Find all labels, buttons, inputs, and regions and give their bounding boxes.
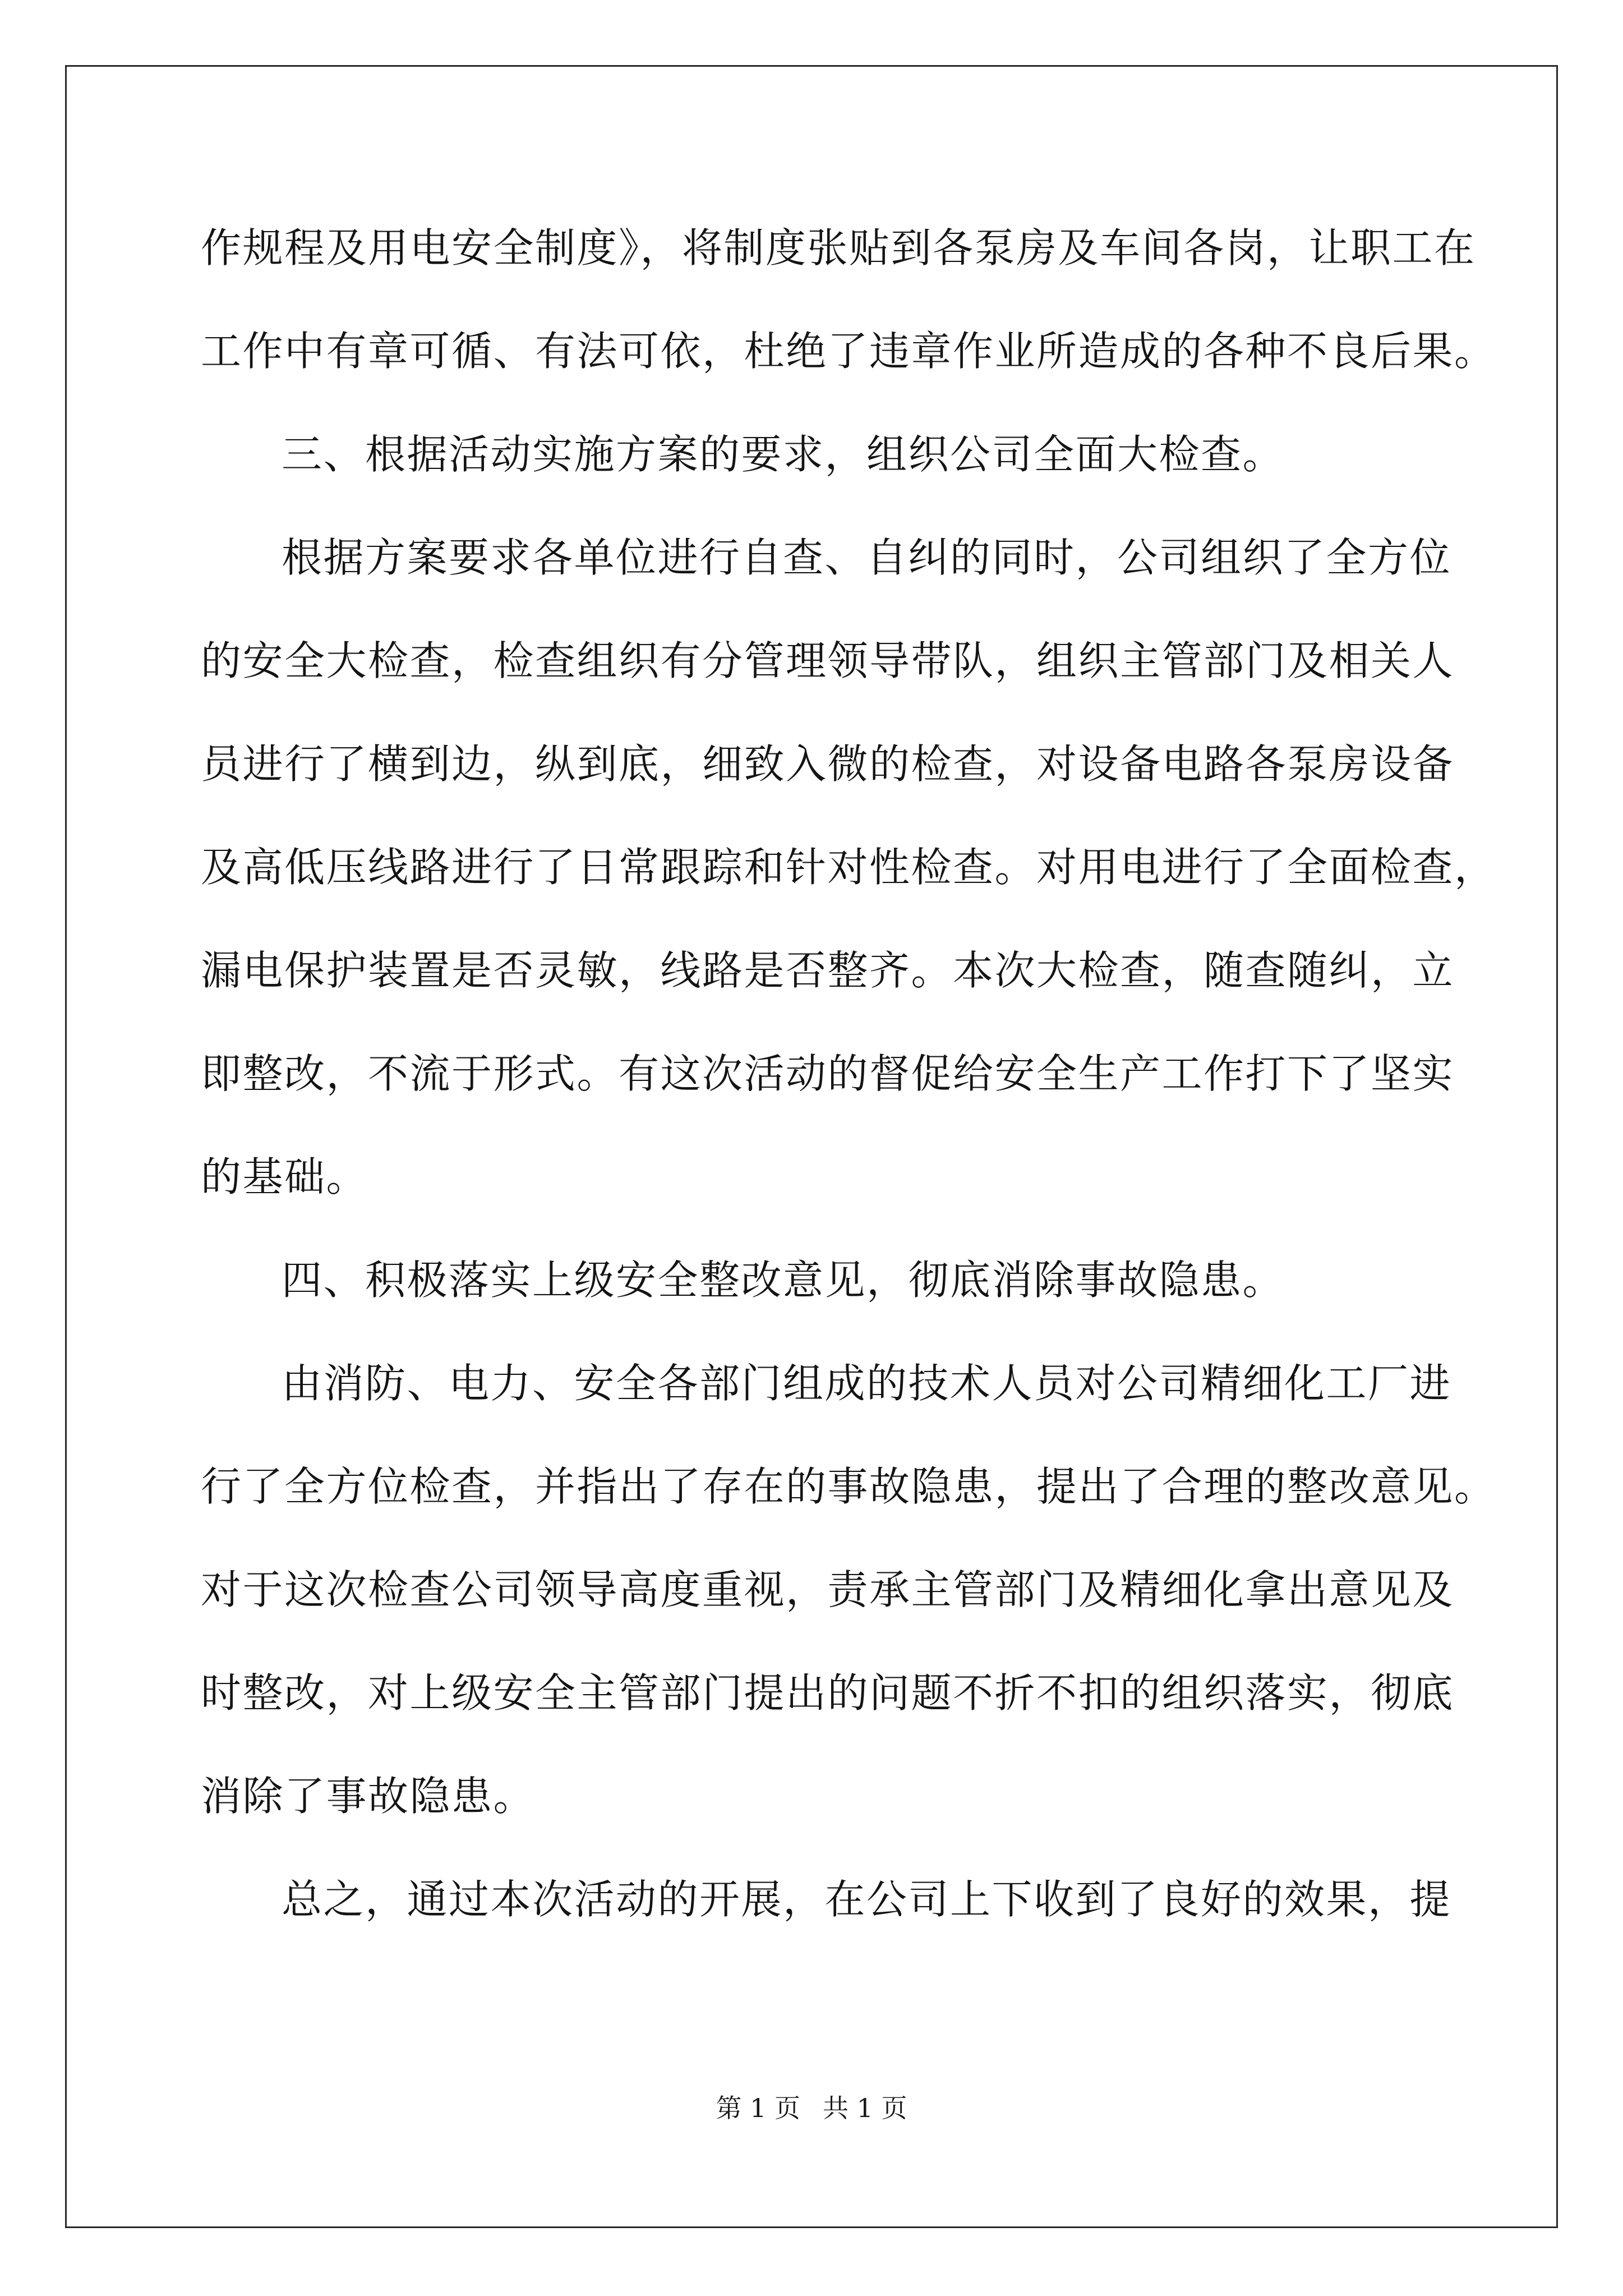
page-number: 第 1 页 [716,2093,800,2123]
page-count: 共 1 页 [823,2093,907,2123]
text-line: 对于这次检查公司领导高度重视，责承主管部门及精细化拿出意见及 [201,1566,1455,1613]
text-line: 即整改，不流于形式。有这次活动的督促给安全生产工作打下了坚实 [201,1050,1455,1097]
section-heading: 四、积极落实上级安全整改意见，彻底消除事故隐患。 [282,1257,1285,1304]
section-heading: 三、根据活动实施方案的要求，组织公司全面大检查。 [282,431,1285,478]
text-line: 时整改，对上级安全主管部门提出的问题不折不扣的组织落实，彻底 [201,1669,1455,1717]
text-line: 由消防、电力、安全各部门组成的技术人员对公司精细化工厂进 [282,1360,1452,1407]
text-line: 消除了事故隐患。 [201,1773,536,1820]
document-body [201,196,1496,1951]
page-footer [0,2091,1623,2125]
text-line: 工作中有章可循、有法可依，杜绝了违章作业所造成的各种不良后果。 [201,328,1496,375]
text-line: 漏电保护装置是否灵敏，线路是否整齐。本次大检查，随查随纠，立 [201,947,1455,994]
text-line: 根据方案要求各单位进行自查、自纠的同时，公司组织了全方位 [282,534,1452,581]
text-line: 行了全方位检查，并指出了存在的事故隐患，提出了合理的整改意见。 [201,1463,1496,1510]
text-line: 总之，通过本次活动的开展，在公司上下收到了良好的效果，提 [282,1876,1452,1923]
text-line: 的安全大检查，检查组织有分管理领导带队，组织主管部门及相关人 [201,637,1455,684]
text-line: 及高低压线路进行了日常跟踪和针对性检查。对用电进行了全面检查， [201,844,1496,891]
text-line: 的基础。 [201,1153,368,1200]
text-line: 作规程及用电安全制度》，将制度张贴到各泵房及车间各岗，让职工在 [201,224,1476,272]
text-line: 员进行了横到边，纵到底，细致入微的检查，对设备电路各泵房设备 [201,740,1455,788]
